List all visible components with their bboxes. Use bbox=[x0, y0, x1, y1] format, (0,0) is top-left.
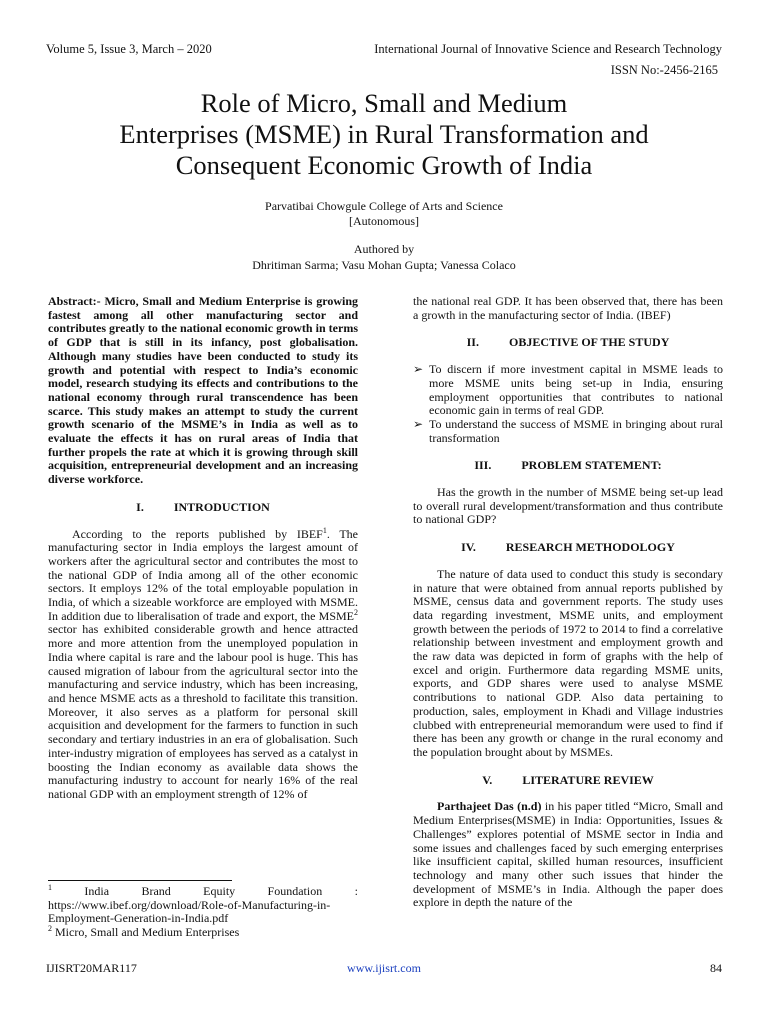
problem-paragraph: Has the growth in the number of MSME being set-up lead to overall rural development/transformation and thus contribute to national GDP? bbox=[413, 485, 723, 527]
cited-author: Parthajeet Das (n.d) bbox=[437, 799, 542, 814]
footnote-text: Micro, Small and Medium Enterprises bbox=[55, 924, 240, 939]
objective-text: To discern if more investment capital in MSME leads to more MSME units being set-up in India, ensuring employment opportunities that contributes to national economic gain in terms of real GDP. bbox=[429, 362, 723, 418]
footnote-word: Brand bbox=[141, 884, 171, 898]
section-number: II. bbox=[466, 335, 479, 350]
arrow-bullet-icon: ➢ bbox=[413, 416, 424, 431]
section-heading-introduction bbox=[48, 501, 358, 515]
section-number: I. bbox=[136, 499, 144, 514]
footnotes bbox=[48, 885, 358, 939]
section-title: OBJECTIVE OF THE STUDY bbox=[508, 335, 670, 350]
footnote-divider bbox=[48, 880, 232, 881]
authored-by-label: Authored by bbox=[353, 242, 415, 256]
section-title: PROBLEM STATEMENT: bbox=[521, 458, 662, 473]
footer-paper-code: IJISRT20MAR117 bbox=[46, 961, 137, 975]
footnote-word: : bbox=[354, 884, 358, 898]
footnote-ref-2[interactable]: 2 bbox=[354, 607, 358, 617]
section-heading-methodology bbox=[413, 541, 723, 555]
abstract: Abstract:- Micro, Small and Medium Enterprise is growing fastest among all other manufacturing sector and contributes greatly to the national economic growth in terms of GDP that is still in its infancy, post globalisation. Although many studies have been conducted to study its growth and potential with respect to India’s economic model, research studying its effects and contributions to the national economy through rural transcendence has been scarce. This study makes an attempt to study the current growth scenario of the MSME’s in India as well as to evaluate the effects it has on rural areas of India that further propels the rate at which it is growing through skill acquisition, entrepreneurial development and an increasing diverse workforce. bbox=[48, 294, 358, 487]
introduction-paragraph bbox=[48, 525, 358, 802]
authors-block bbox=[0, 242, 768, 273]
methodology-paragraph: The nature of data used to conduct this study is secondary in nature that were obtained from annual reports published by MSME, census data and government reports. The study uses data regarding investment, MSME units, and employment growth between the periods of 1972 to 2014 to find a correlative relationship between investment and employment growth and the raw data was depicted in form of graphs with the help of excel and origin. Furthermore data regarding MSME units, exports, and GDP shares were used to analyse MSME contributions to national GDP. Also data pertaining to production, sales, employment in Khadi and Village industries clubbed with entrepreneurial memorandum were used to find if there has been any growth or change in the rural economy and the population brought about by MSMEs. bbox=[413, 566, 723, 759]
section-title: RESEARCH METHODOLOGY bbox=[505, 540, 675, 555]
footnote-number: 1 bbox=[48, 883, 52, 892]
title-line: Consequent Economic Growth of India bbox=[175, 150, 593, 180]
affiliation-name: Parvatibai Chowgule College of Arts and Science bbox=[265, 199, 503, 213]
footnote-2 bbox=[48, 923, 358, 940]
objective-list bbox=[413, 363, 723, 445]
title-line: Role of Micro, Small and Medium bbox=[200, 88, 568, 118]
footnote-number: 2 bbox=[48, 923, 52, 933]
objective-text: To understand the success of MSME in bringing about rural transformation bbox=[429, 416, 723, 445]
section-number: V. bbox=[482, 772, 493, 787]
arrow-bullet-icon: ➢ bbox=[413, 362, 424, 377]
page-number: 84 bbox=[710, 961, 722, 975]
footnote-word: India bbox=[84, 884, 110, 898]
section-title: INTRODUCTION bbox=[173, 499, 270, 514]
intro-text: sector has exhibited considerable growth and hence attracted more and more attention from the unemployed population in India where capital is rare and the labour pool is huge. This has caused migration of labour from the agricultural sector into the manufacturing and service industry, which has been increasing, and hence MSME acts as a threshold to facilitate this transition. Moreover, it also serves as a platform for personal skill acquisition and development for the farmers to function in such secondary and tertiary industries in an era of globalisation. Such inter-industry migration of employees has served as a catalyst in boosting the Indian economy as available data shows the manufacturing industry to account for nearly 16% of the real national GDP with an employment strength of 12% of bbox=[48, 622, 358, 801]
journal-volume: Volume 5, Issue 3, March – 2020 bbox=[46, 42, 212, 56]
objective-item bbox=[413, 418, 723, 445]
section-number: III. bbox=[474, 458, 492, 473]
footnote-word: Equity bbox=[203, 884, 236, 898]
journal-name: International Journal of Innovative Science and Research Technology bbox=[374, 42, 722, 56]
footer-website-link[interactable]: www.ijisrt.com bbox=[347, 961, 421, 975]
footnote-1 bbox=[48, 885, 358, 899]
intro-text: . The manufacturing sector in India employs the largest amount of workers after the agricultural sector and contributes the most to the national GDP of India among all of the other economic sectors. It employs 12% of the total employable population in India, of which a sizeable workforce are employed with MSME. In addition due to liberalisation of trade and export, the MSME bbox=[48, 526, 358, 623]
title-line: Enterprises (MSME) in Rural Transformation and bbox=[119, 119, 649, 149]
paper-title bbox=[40, 88, 728, 181]
right-column bbox=[413, 295, 723, 910]
issn: ISSN No:-2456-2165 bbox=[610, 63, 718, 77]
literature-paragraph bbox=[413, 800, 723, 910]
literature-text: in his paper titled “Micro, Small and Medium Enterprises(MSME) in India: Opportunities, Issues & Challenges” explores potential of MSME sector in India and some issues and challenges faced by such emerging enterprises like insufficient capital, skilled human resources, insufficient technology and many other such issues that hinder the development of MSME’s in India. Although the paper does explore in depth the nature of the bbox=[413, 799, 723, 910]
section-heading-objective bbox=[413, 336, 723, 350]
affiliation-status: [Autonomous] bbox=[349, 214, 419, 228]
intro-text: According to the reports published by IBEF bbox=[72, 526, 323, 541]
footnote-1-url[interactable]: https://www.ibef.org/download/Role-of-Manufacturing-in-Employment-Generation-in-India.pdf bbox=[48, 897, 331, 925]
section-number: IV. bbox=[461, 540, 476, 555]
objective-item bbox=[413, 363, 723, 418]
introduction-continued: the national real GDP. It has been observed that, there has been a growth in the manufacturing sector of India. (IBEF) bbox=[413, 294, 723, 322]
author-list: Dhritiman Sarma; Vasu Mohan Gupta; Vanessa Colaco bbox=[252, 257, 516, 272]
footnote-word: Foundation bbox=[267, 884, 323, 898]
footnote-ref-1[interactable]: 1 bbox=[322, 525, 327, 535]
section-heading-problem bbox=[413, 459, 723, 473]
affiliation bbox=[0, 199, 768, 229]
left-column bbox=[48, 295, 358, 802]
section-title: LITERATURE REVIEW bbox=[522, 772, 654, 787]
section-heading-literature bbox=[413, 774, 723, 788]
